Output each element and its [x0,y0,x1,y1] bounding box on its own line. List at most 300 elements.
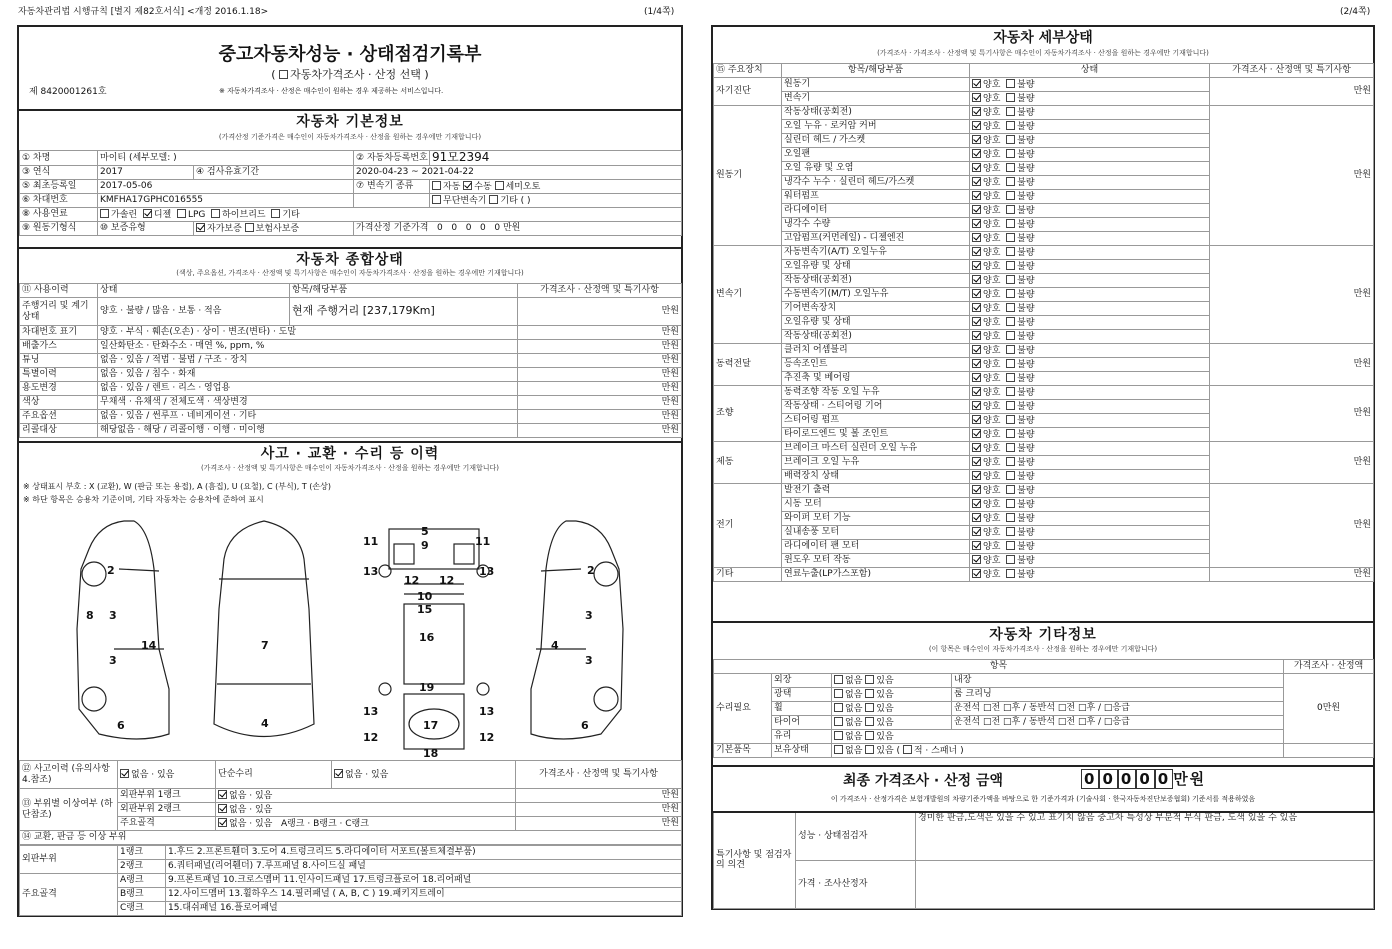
state-bad-checkbox[interactable] [1006,499,1015,508]
state-good-checkbox[interactable] [972,457,981,466]
state-bad-checkbox[interactable] [1006,415,1015,424]
part-num-9: 9 [421,539,429,552]
detail-item: 라디에이터 팬 모터 [782,540,970,554]
detail-item: 작동상태(공회전) [782,106,970,120]
reg-no: 91모2394 [430,151,682,166]
state-bad-checkbox[interactable] [1006,149,1015,158]
detail-item: 오일유량 및 상태 [782,260,970,274]
state-good-checkbox[interactable] [972,359,981,368]
detail-item: 냉각수 누수 · 실린더 헤드/가스켓 [782,176,970,190]
other-note: (이 항목은 매수인이 자동차가격조사 · 산정을 원하는 경우에만 기재합니다) [928,645,1158,653]
detail-state: 양호 불량 [970,442,1210,456]
state-good-checkbox[interactable] [972,569,981,578]
detail-item: 스티어링 펌프 [782,414,970,428]
part-num-5: 5 [421,525,429,538]
rank-2: 2랭크 [118,860,166,874]
fuel-etc-checkbox[interactable] [271,209,280,218]
state-good-checkbox[interactable] [972,555,981,564]
trans-manual-checkbox[interactable] [463,181,472,190]
detail-item: 냉각수 수량 [782,218,970,232]
room-label: 룸 크리닝 [954,689,992,700]
state-good-checkbox[interactable] [972,205,981,214]
tire-none-checkbox[interactable] [834,717,843,726]
reg-no-label: ② 자동차등록번호 [354,151,430,166]
price-check-checkbox[interactable] [279,70,288,79]
state-bad-checkbox[interactable] [1006,261,1015,270]
detail-h1: ⑮ 주요장치 [714,64,782,78]
state-bad-checkbox[interactable] [1006,331,1015,340]
detail-price: 만원 [1210,442,1374,484]
hold-opts: 없음 있음 ( 적 · 스패너 ) [832,744,1284,758]
price-digit: 0 [437,223,443,234]
state-good-checkbox[interactable] [972,513,981,522]
part-num-3: 3 [585,654,593,667]
first-reg-label: ⑤ 최초등록일 [20,179,98,193]
detail-state: 양호 불량 [970,288,1210,302]
part-num-15: 15 [417,603,433,616]
other-heading: 자동차 기타정보 [713,621,1373,645]
state-bad-checkbox[interactable] [1006,317,1015,326]
detail-item: 윈도우 모터 작동 [782,554,970,568]
overall-price: 만원 [518,424,682,438]
final-digit: 0 [1155,769,1173,789]
other-price: 0만원 [1284,674,1374,744]
detail-group: 자기진단 [714,78,782,106]
detail-group: 전기 [714,484,782,568]
state-good-checkbox[interactable] [972,471,981,480]
simple-options: 없음 · 있음 [345,769,389,780]
detail-state: 양호 불량 [970,260,1210,274]
vin-label: ⑥ 차대번호 [20,193,98,207]
state-good-checkbox[interactable] [972,121,981,130]
detail-item: 자동변속기(A/T) 오일누유 [782,246,970,260]
state-bad-checkbox[interactable] [1006,457,1015,466]
state-good-checkbox[interactable] [972,163,981,172]
overall-row-opts: 없음 · 있음 / 렌트 · 리스 · 영업용 [98,382,518,396]
detail-item: 변속기 [782,92,970,106]
detail-item: 동력조향 작동 오일 누유 [782,386,970,400]
overall-row-label: 튜닝 [20,354,98,368]
detail-item: 브레이크 오일 누유 [782,456,970,470]
state-bad-checkbox[interactable] [1006,429,1015,438]
state-bad-checkbox[interactable] [1006,205,1015,214]
detail-price: 만원 [1210,78,1374,106]
detail-state: 양호 불량 [970,512,1210,526]
warranty-insurer: 보험사보증 [255,223,300,234]
detail-state: 양호 불량 [970,330,1210,344]
state-bad-checkbox[interactable] [1006,485,1015,494]
overall-row-label: 색상 [20,396,98,410]
detail-item: 라디에이터 [782,204,970,218]
state-bad-checkbox[interactable] [1006,107,1015,116]
detail-state: 양호 불량 [970,414,1210,428]
state-bad-checkbox[interactable] [1006,471,1015,480]
part-num-11: 11 [363,535,379,548]
trans-cvt-checkbox[interactable] [432,195,441,204]
room-row [952,688,1284,702]
state-good-checkbox[interactable] [972,429,981,438]
state-good-checkbox[interactable] [972,345,981,354]
outer-rank2: 외판부위 2랭크 [118,803,216,817]
other-row: 유리 [772,730,832,744]
state-good-checkbox[interactable] [972,275,981,284]
detail-row [714,484,1374,498]
detail-item: 고압펌프(커먼레일) - 디젤엔진 [782,232,970,246]
detail-item: 시동 모터 [782,498,970,512]
state-good-checkbox[interactable] [972,541,981,550]
state-good-checkbox[interactable] [972,415,981,424]
state-bad-checkbox[interactable] [1006,163,1015,172]
remarks-label: 특기사항 및 점검자의 의견 [714,812,796,908]
part-num-13: 13 [363,565,379,578]
detail-state: 양호 불량 [970,106,1210,120]
fuel-lpg-checkbox[interactable] [177,209,186,218]
title-sub: 자동차가격조사 · 산정 선택 [290,68,421,81]
page-number-1: (1/4쪽) [644,7,675,17]
outer1-price: 만원 [516,789,682,803]
final-unit: 만원 [1173,770,1207,788]
detail-item: 오일 누유 · 로커암 커버 [782,120,970,134]
detail-state: 양호 불량 [970,218,1210,232]
overall-price: 만원 [518,326,682,340]
other-opts: 없음 있음 [832,674,952,688]
state-good-checkbox[interactable] [972,485,981,494]
part-num-12: 12 [363,731,379,744]
detail-price: 만원 [1210,386,1374,442]
state-good-checkbox[interactable] [972,317,981,326]
overall-row-label: 주요옵션 [20,410,98,424]
wheel-yes-checkbox[interactable] [865,703,874,712]
rank-a: A랭크 [118,874,166,888]
symbol-legend: ※ 상태표시 부호 : X (교환), W (판금 또는 용접), A (흠집), U (요철), C (부식), T (손상) [23,482,332,491]
part-num-12: 12 [439,574,455,587]
polish-yes-checkbox[interactable] [865,689,874,698]
price-digit: 0 [465,223,472,234]
overall-row-opts: 없음 · 있음 / 침수 · 화재 [98,368,518,382]
engine-label: ⑨ 원동기형식 [20,221,98,235]
detail-state: 양호 불량 [970,92,1210,106]
accident-heading: 사고 · 교환 · 수리 등 이력 [19,441,681,463]
serial-number: 제 8420001261호 [29,87,107,97]
state-bad-checkbox[interactable] [1006,121,1015,130]
glass-yes-checkbox[interactable] [865,731,874,740]
overall-price: 만원 [518,382,682,396]
detail-state: 양호 불량 [970,316,1210,330]
detail-group: 제동 [714,442,782,484]
other-opts: 없음 있음 [832,688,952,702]
warranty-insurer-checkbox[interactable] [245,223,254,232]
warranty-label: ⑩ 보증유형 [98,221,194,235]
final-section [713,765,1373,809]
state-good-checkbox[interactable] [972,331,981,340]
detail-state: 양호 불량 [970,162,1210,176]
year-label: ③ 연식 [20,165,98,179]
tools: 적 · 스패너 [913,745,958,756]
state-good-checkbox[interactable] [972,443,981,452]
hold-yes-checkbox[interactable] [865,745,874,754]
state-bad-checkbox[interactable] [1006,289,1015,298]
detail-state: 양호 불량 [970,134,1210,148]
state-good-checkbox[interactable] [972,93,981,102]
wheel-none-checkbox[interactable] [834,703,843,712]
overall-row-label: 리콜대상 [20,424,98,438]
odometer: 현재 주행거리 [237,179Km] [290,298,518,326]
detail-row [714,78,1374,92]
form-title: 중고자동차성능 · 상태점검기록부 [218,44,482,65]
part-abnormal-header: ⑭ 교환, 판금 등 이상 부위 [20,831,682,845]
state-bad-checkbox[interactable] [1006,177,1015,186]
other-table [713,659,1374,758]
insp-period: 2020-04-23 ~ 2021-04-22 [354,165,682,179]
part-num-3: 3 [109,609,117,622]
frame-opts [216,817,516,831]
exterior-none-checkbox[interactable] [834,675,843,684]
basic-info-note: (가격산정 기준가격은 매수인이 자동차가격조사 · 산정을 원하는 경우에만 기재합니다) [218,133,482,141]
basic-info-heading: 자동차 기본정보 [19,109,681,131]
part-num-3: 3 [109,654,117,667]
polish-none-checkbox[interactable] [834,689,843,698]
overall-row-label: 용도변경 [20,382,98,396]
detail-row [714,344,1374,358]
state-bad-checkbox[interactable] [1006,191,1015,200]
state-good-checkbox[interactable] [972,261,981,270]
unit: 만원 [502,223,521,234]
simple-none-checkbox[interactable] [334,769,343,778]
trans-semi: 세미오토 [505,181,541,192]
part-num-3: 3 [585,609,593,622]
overall-row-label: 차대번호 표기 [20,326,98,340]
overall-row-opts: 일산화탄소 · 탄화수소 · 매연 %, ppm, % [98,340,518,354]
outer-part-label: 외판부위 [20,846,118,874]
state-bad-checkbox[interactable] [1006,569,1015,578]
state-bad-checkbox[interactable] [1006,247,1015,256]
state-bad-checkbox[interactable] [1006,303,1015,312]
detail-row [714,246,1374,260]
detail-state: 양호 불량 [970,386,1210,400]
state-bad-checkbox[interactable] [1006,387,1015,396]
state-good-checkbox[interactable] [972,499,981,508]
state-bad-checkbox[interactable] [1006,527,1015,536]
part-num-10: 10 [417,590,433,603]
state-bad-checkbox[interactable] [1006,513,1015,522]
detail-state: 양호 불량 [970,568,1210,582]
part-num-19: 19 [419,681,435,694]
part-num-6: 6 [581,719,589,732]
overall-row-opts: 해당없음 · 해당 / 리콜이행 · 이행 · 미이행 [98,424,518,438]
base-price [354,221,682,235]
outer2-none-checkbox[interactable] [218,804,227,813]
overall-table [19,283,682,438]
state-bad-checkbox[interactable] [1006,219,1015,228]
detail-item: 오일유량 및 상태 [782,316,970,330]
detail-price: 만원 [1210,568,1374,582]
detail-state: 양호 불량 [970,526,1210,540]
overall-price: 만원 [518,354,682,368]
state-good-checkbox[interactable] [972,177,981,186]
fuel-etc: 기타 [282,209,300,220]
warranty-options [194,221,354,235]
tools-checkbox[interactable] [903,745,912,754]
remarks-table [713,811,1374,909]
fuel-hybrid-checkbox[interactable] [211,209,220,218]
state-bad-checkbox[interactable] [1006,373,1015,382]
detail-heading: 자동차 세부상태 [993,30,1093,46]
state-good-checkbox[interactable] [972,79,981,88]
detail-state: 양호 불량 [970,232,1210,246]
fuel-hybrid: 하이브리드 [222,209,266,220]
overall-note: (색상, 주요옵션, 가격조사 · 산정액 및 특기사항은 매수인이 자동차가격조사 · 산정을 원하는 경우에만 기재합니다) [176,269,524,277]
state-good-checkbox[interactable] [972,107,981,116]
final-digit: 0 [1118,769,1136,789]
other-row: 휠 [772,702,832,716]
trans-auto: 자동 [443,181,461,192]
rank-1-items: 1.후드 2.프론트휀더 3.도어 4.트렁크리드 5.라디에이터 서포트(볼트체결부품) [166,846,682,860]
overall-row-label: 특별이력 [20,368,98,382]
state-good-checkbox[interactable] [972,149,981,158]
wheel-pos: 운전석 □전 □후 / 동반석 □전 □후 / □응급 [952,702,1284,716]
other-opts: 없음 있음 [832,716,952,730]
detail-group: 동력전달 [714,344,782,386]
rank-a-items: 9.프론트패널 10.크로스멤버 11.인사이드패널 17.트렁크플로어 18.리어패널 [166,874,682,888]
state-good-checkbox[interactable] [972,191,981,200]
state-good-checkbox[interactable] [972,527,981,536]
detail-state: 양호 불량 [970,428,1210,442]
trans-semi-checkbox[interactable] [495,181,504,190]
state-good-checkbox[interactable] [972,247,981,256]
outer1-none-checkbox[interactable] [218,790,227,799]
other-row: 타이어 [772,716,832,730]
detail-item: 타이로드엔드 및 볼 조인트 [782,428,970,442]
detail-item: 등속조인트 [782,358,970,372]
outer2-price: 만원 [516,803,682,817]
part-num-7: 7 [261,639,269,652]
warranty-self: 자가보증 [207,223,242,234]
service-notice: ※ 자동차가격조사 · 산정은 매수인이 원하는 경우 제공하는 서비스입니다. [219,87,444,95]
fuel-gasoline-checkbox[interactable] [100,209,109,218]
overall-row-opts: 없음 · 있음 / 썬루프 · 네비게이션 · 기타 [98,410,518,424]
overall-row-opts: 양호 · 부식 · 훼손(오손) · 상이 · 변조(변타) · 도말 [98,326,518,340]
use-history-header: ⑪ 사용이력 [20,284,98,298]
detail-item: 발전기 출력 [782,484,970,498]
detail-item: 연료누출(LP가스포함) [782,568,970,582]
state-good-checkbox[interactable] [972,387,981,396]
detail-state: 양호 불량 [970,204,1210,218]
detail-row [714,386,1374,400]
other-item-header: 항목 [714,660,1284,674]
outer1-options: 없음 · 있음 [229,790,273,801]
insp-label: ④ 검사유효기간 [194,165,354,179]
part-num-13: 13 [479,705,495,718]
state-good-checkbox[interactable] [972,135,981,144]
detail-item: 작동상태(공회전) [782,330,970,344]
state-bad-checkbox[interactable] [1006,79,1015,88]
appraiser-opinion [916,860,1374,908]
state-bad-checkbox[interactable] [1006,443,1015,452]
detail-state: 양호 불량 [970,358,1210,372]
trans-auto-checkbox[interactable] [432,181,441,190]
detail-state: 양호 불량 [970,456,1210,470]
state-bad-checkbox[interactable] [1006,401,1015,410]
state-bad-checkbox[interactable] [1006,93,1015,102]
overall-row-opts: 양호 · 불량 / 많음 · 보통 · 적음 [98,298,290,326]
state-bad-checkbox[interactable] [1006,345,1015,354]
accident-opts [118,761,216,789]
state-good-checkbox[interactable] [972,289,981,298]
exterior-yes-checkbox[interactable] [865,675,874,684]
inspector-opinion: 경미한 판금,도색은 있을 수 있고 표기치 않음 중고차 특성상 부분적 부식 판금, 도색 있을 수 있음 [916,812,1374,860]
state-bad-checkbox[interactable] [1006,359,1015,368]
trans-etc-checkbox[interactable] [489,195,498,204]
outer-rank2-opts [216,803,516,817]
hold-none-checkbox[interactable] [834,745,843,754]
detail-item: 작동상태(공회전) [782,274,970,288]
other-row: 외장 [772,674,832,688]
state-bad-checkbox[interactable] [1006,555,1015,564]
state-bad-checkbox[interactable] [1006,541,1015,550]
detail-group: 조향 [714,386,782,442]
detail-state: 양호 불량 [970,302,1210,316]
detail-state: 양호 불량 [970,176,1210,190]
simple-repair-opts [332,761,516,789]
part-num-13: 13 [479,565,495,578]
final-amount [1081,771,1206,788]
detail-state: 양호 불량 [970,554,1210,568]
page-1 [17,25,683,917]
detail-row [714,106,1374,120]
trans-cvt: 무단변속기 [443,195,487,206]
detail-state: 양호 불량 [970,120,1210,134]
rank-c-items: 15.대쉬패널 16.플로어패널 [166,902,682,916]
rank-b: B랭크 [118,888,166,902]
part-num-13: 13 [363,705,379,718]
detail-price: 만원 [1210,246,1374,344]
outer-rank1: 외판부위 1랭크 [118,789,216,803]
detail-state: 양호 불량 [970,274,1210,288]
detail-state: 양호 불량 [970,470,1210,484]
accident-none-checkbox[interactable] [120,769,129,778]
detail-item: 클러치 어셈블리 [782,344,970,358]
state-good-checkbox[interactable] [972,303,981,312]
tire-yes-checkbox[interactable] [865,717,874,726]
overall-price: 만원 [518,396,682,410]
detail-group: 기타 [714,568,782,582]
other-price-header: 가격조사 · 산정액 [1284,660,1374,674]
warranty-self-checkbox[interactable] [196,223,205,232]
glass-none-checkbox[interactable] [834,731,843,740]
frame-none-checkbox[interactable] [218,818,227,827]
state-good-checkbox[interactable] [972,233,981,242]
basic-info-table [19,150,682,236]
trans-options [430,179,682,193]
state-good-checkbox[interactable] [972,401,981,410]
state-header: 상태 [98,284,290,298]
part-num-2: 2 [107,564,115,577]
detail-item: 오일 유량 및 오염 [782,162,970,176]
state-good-checkbox[interactable] [972,373,981,382]
detail-item: 실린더 헤드 / 가스켓 [782,134,970,148]
state-good-checkbox[interactable] [972,219,981,228]
state-bad-checkbox[interactable] [1006,233,1015,242]
page-2 [711,25,1375,910]
overall-price: 만원 [518,340,682,354]
part-num-11: 11 [475,535,491,548]
vin: KMFHA17GPHC016555 [98,193,354,207]
overall-row-label: 배출가스 [20,340,98,354]
state-bad-checkbox[interactable] [1006,275,1015,284]
rank-1: 1랭크 [118,846,166,860]
fuel-diesel-checkbox[interactable] [143,209,152,218]
state-bad-checkbox[interactable] [1006,135,1015,144]
